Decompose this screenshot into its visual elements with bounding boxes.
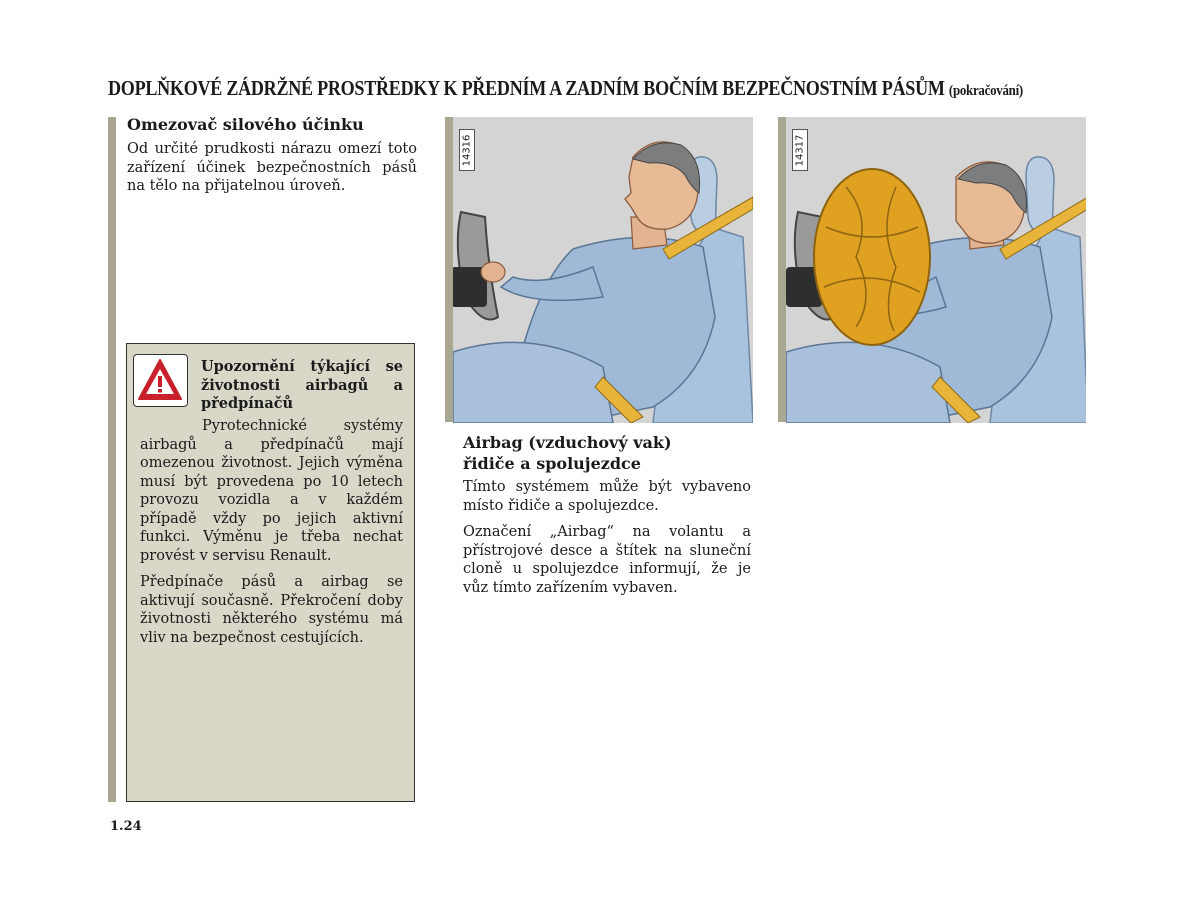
- figure-code-label: 14316: [459, 129, 475, 171]
- driver-seatbelt-illustration: [453, 117, 753, 423]
- page-header: [108, 76, 1023, 101]
- driver-airbag-illustration: [786, 117, 1086, 423]
- warning-title: Upozornění týkající se životnosti airbagů a předpínačů: [201, 358, 403, 412]
- middle-column-accent-bar: [445, 117, 453, 422]
- figure-code-label: 14317: [792, 129, 808, 171]
- section-body-force-limiter: Od určité prudkosti nárazu omezí toto zařízení účinek bezpečnostních pásů na tělo na přijatelnou úroveň.: [127, 141, 417, 194]
- left-column-accent-bar: [108, 117, 116, 802]
- section-title-force-limiter: Omezovač silového účinku: [127, 115, 364, 134]
- figure-driver-airbag: [786, 117, 1086, 423]
- right-column-accent-bar: [778, 117, 786, 422]
- section-title-airbag: Airbag (vzduchový vak) řidiče a spolujezdce: [463, 433, 672, 473]
- warning-paragraph-1: Pyrotechnické systémy airbagů a předpínačů mají omezenou životnost. Jejich výměna musí být provedena po 10 letech provozu vozidla a v každém případě vždy po jejich aktivní funkci. Výměnu je třeba nechat provést v servisu Renault.: [140, 418, 403, 564]
- page-title-continued: (pokračování): [948, 83, 1023, 99]
- warning-box: [126, 343, 415, 802]
- section-airbag-paragraph-1: Tímto systémem může být vybaveno místo řidiče a spolujezdce.: [463, 479, 751, 514]
- section-airbag-paragraph-2: Označení „Airbag“ na volantu a přístrojové desce a štítek na sluneční cloně u spolujezdce informují, že je vůz tímto zařízením vybaven.: [463, 524, 751, 596]
- warning-paragraph-2: Předpínače pásů a airbag se aktivují současně. Překročení doby životnosti některého systému má vliv na bezpečnost cestujících.: [140, 574, 403, 646]
- page-number: 1.24: [110, 819, 142, 834]
- warning-triangle-icon: [133, 354, 188, 407]
- page-title: DOPLŇKOVÉ ZÁDRŽNÉ PROSTŘEDKY K PŘEDNÍM A ZADNÍM BOČNÍM BEZPEČNOSTNÍM PÁSŮM: [108, 76, 945, 100]
- figure-driver-seatbelt: [453, 117, 753, 423]
